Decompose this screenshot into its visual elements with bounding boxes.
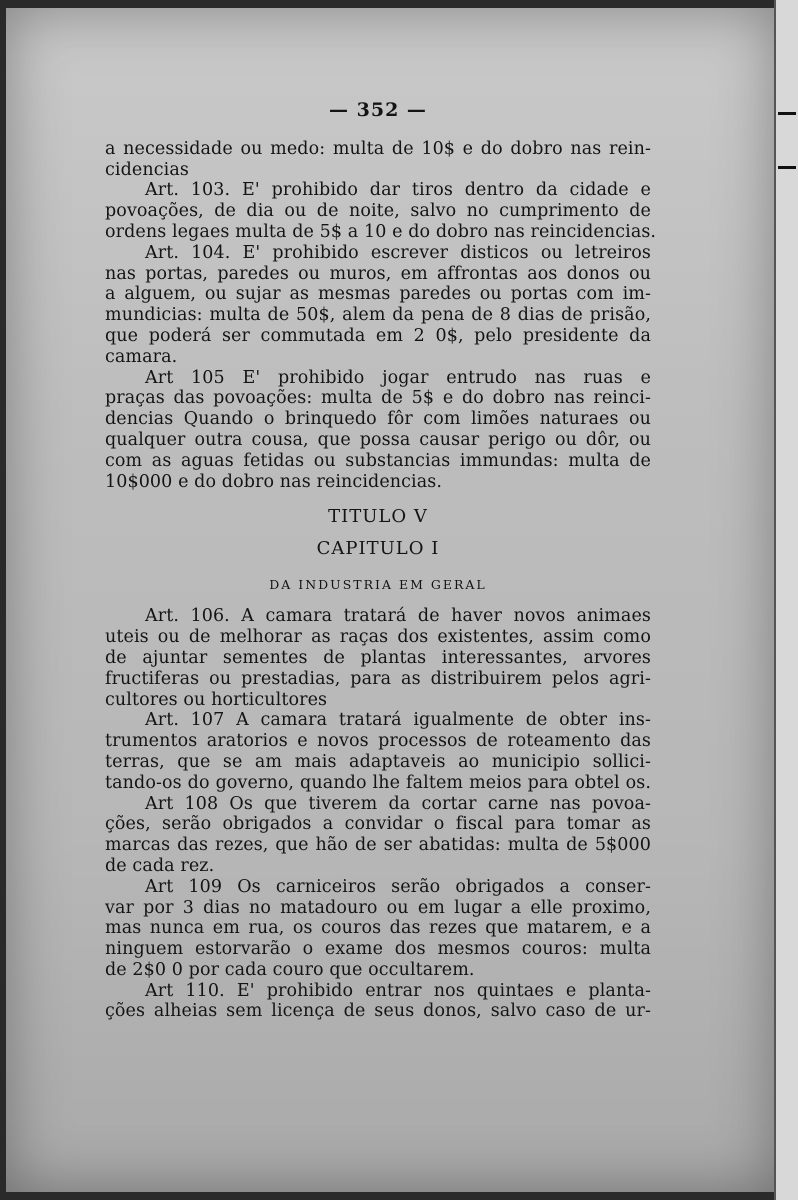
text-line: de ajuntar sementes de plantas interessantes, arvores <box>105 647 651 668</box>
text-line: Art. 107 A camara tratará igualmente de obter ins- <box>145 710 651 731</box>
text-line: trumentos aratorios e novos processos de roteamento das <box>105 731 651 752</box>
text-line: fructiferas ou prestadias, para as distribuirem pelos agri- <box>105 668 651 689</box>
binding-edge <box>774 0 798 1200</box>
text-line: dencias Quando o brinquedo fôr com limões naturaes ou <box>105 409 651 430</box>
text-line: Art 108 Os que tiverem da cortar carne nas povoa- <box>145 793 651 814</box>
text-line: ninguem estorvarão o exame dos mesmos couros: multa <box>105 939 651 960</box>
text-block-after <box>105 606 651 1022</box>
text-line: mundicias: multa de 50$, alem da pena de 8 dias de prisão, <box>105 305 651 326</box>
text-line: ordens legaes multa de 5$ a 10 e do dobro nas reincidencias. <box>105 221 657 242</box>
text-line: cidencias <box>105 159 189 180</box>
text-line: Art. 103. E' prohibido dar tiros dentro da cidade e <box>145 180 651 201</box>
text-line: qualquer outra cousa, que possa causar perigo ou dôr, ou <box>105 429 651 450</box>
text-line: ções, serão obrigados a convidar o fiscal para tomar as <box>105 814 651 835</box>
text-line: praças das povoações: multa de 5$ e do dobro nas reinci- <box>105 388 651 409</box>
text-line: marcas das rezes, que hão de ser abatidas: multa de 5$000 <box>105 835 651 856</box>
text-line: Art 110. E' prohibido entrar nos quintaes e planta- <box>145 980 651 1001</box>
text-block-before <box>105 138 657 493</box>
titulo-heading: TITULO V <box>328 506 428 528</box>
text-line: cultores ou horticultores <box>105 689 328 710</box>
text-line: terras, que se am mais adaptaveis ao municipio sollici- <box>105 751 651 772</box>
scanned-page <box>6 8 776 1192</box>
text-line: mas nunca em rua, os couros das rezes que matarem, e a <box>105 918 651 939</box>
text-line: uteis ou de melhorar as raças dos existentes, assim como <box>105 627 651 648</box>
text-line: a alguem, ou sujar as mesmas paredes ou portas com im- <box>105 284 651 305</box>
text-line: a necessidade ou medo: multa de 10$ e do dobro nas rein- <box>105 138 651 159</box>
text-line: de cada rez. <box>105 855 215 876</box>
edge-mark <box>778 166 796 169</box>
section-heading: DA INDUSTRIA EM GERAL <box>269 577 487 593</box>
text-line: Art 105 E' prohibido jogar entrudo nas ruas e <box>145 367 651 388</box>
text-line: Art. 104. E' prohibido escrever disticos ou letreiros <box>145 242 651 263</box>
text-line: nas portas, paredes ou muros, em affrontas aos donos ou <box>105 263 651 284</box>
text-line: var por 3 dias no matadouro ou em lugar a elle proximo, <box>105 897 651 918</box>
text-line: que poderá ser commutada em 2 0$, pelo presidente da <box>105 325 651 346</box>
text-line: Art 109 Os carniceiros serão obrigados a conser- <box>145 876 651 897</box>
page-content <box>105 99 657 1022</box>
text-line: ções alheias sem licença de seus donos, salvo caso de ur- <box>105 1001 651 1022</box>
text-line: com as aguas fetidas ou substancias immundas: multa de <box>105 450 651 471</box>
edge-mark <box>778 112 796 115</box>
text-line: povoações, de dia ou de noite, salvo no cumprimento de <box>105 201 651 222</box>
capitulo-heading: CAPITULO I <box>316 538 440 560</box>
page-number: — 352 — <box>329 99 427 121</box>
text-line: Art. 106. A camara tratará de haver novos animaes <box>145 606 651 627</box>
text-line: tando-os do governo, quando lhe faltem meios para obtel os. <box>105 772 651 793</box>
text-line: camara. <box>105 346 178 367</box>
text-line: de 2$0 0 por cada couro que occultarem. <box>105 959 475 980</box>
text-line: 10$000 e do dobro nas reincidencias. <box>105 471 443 492</box>
